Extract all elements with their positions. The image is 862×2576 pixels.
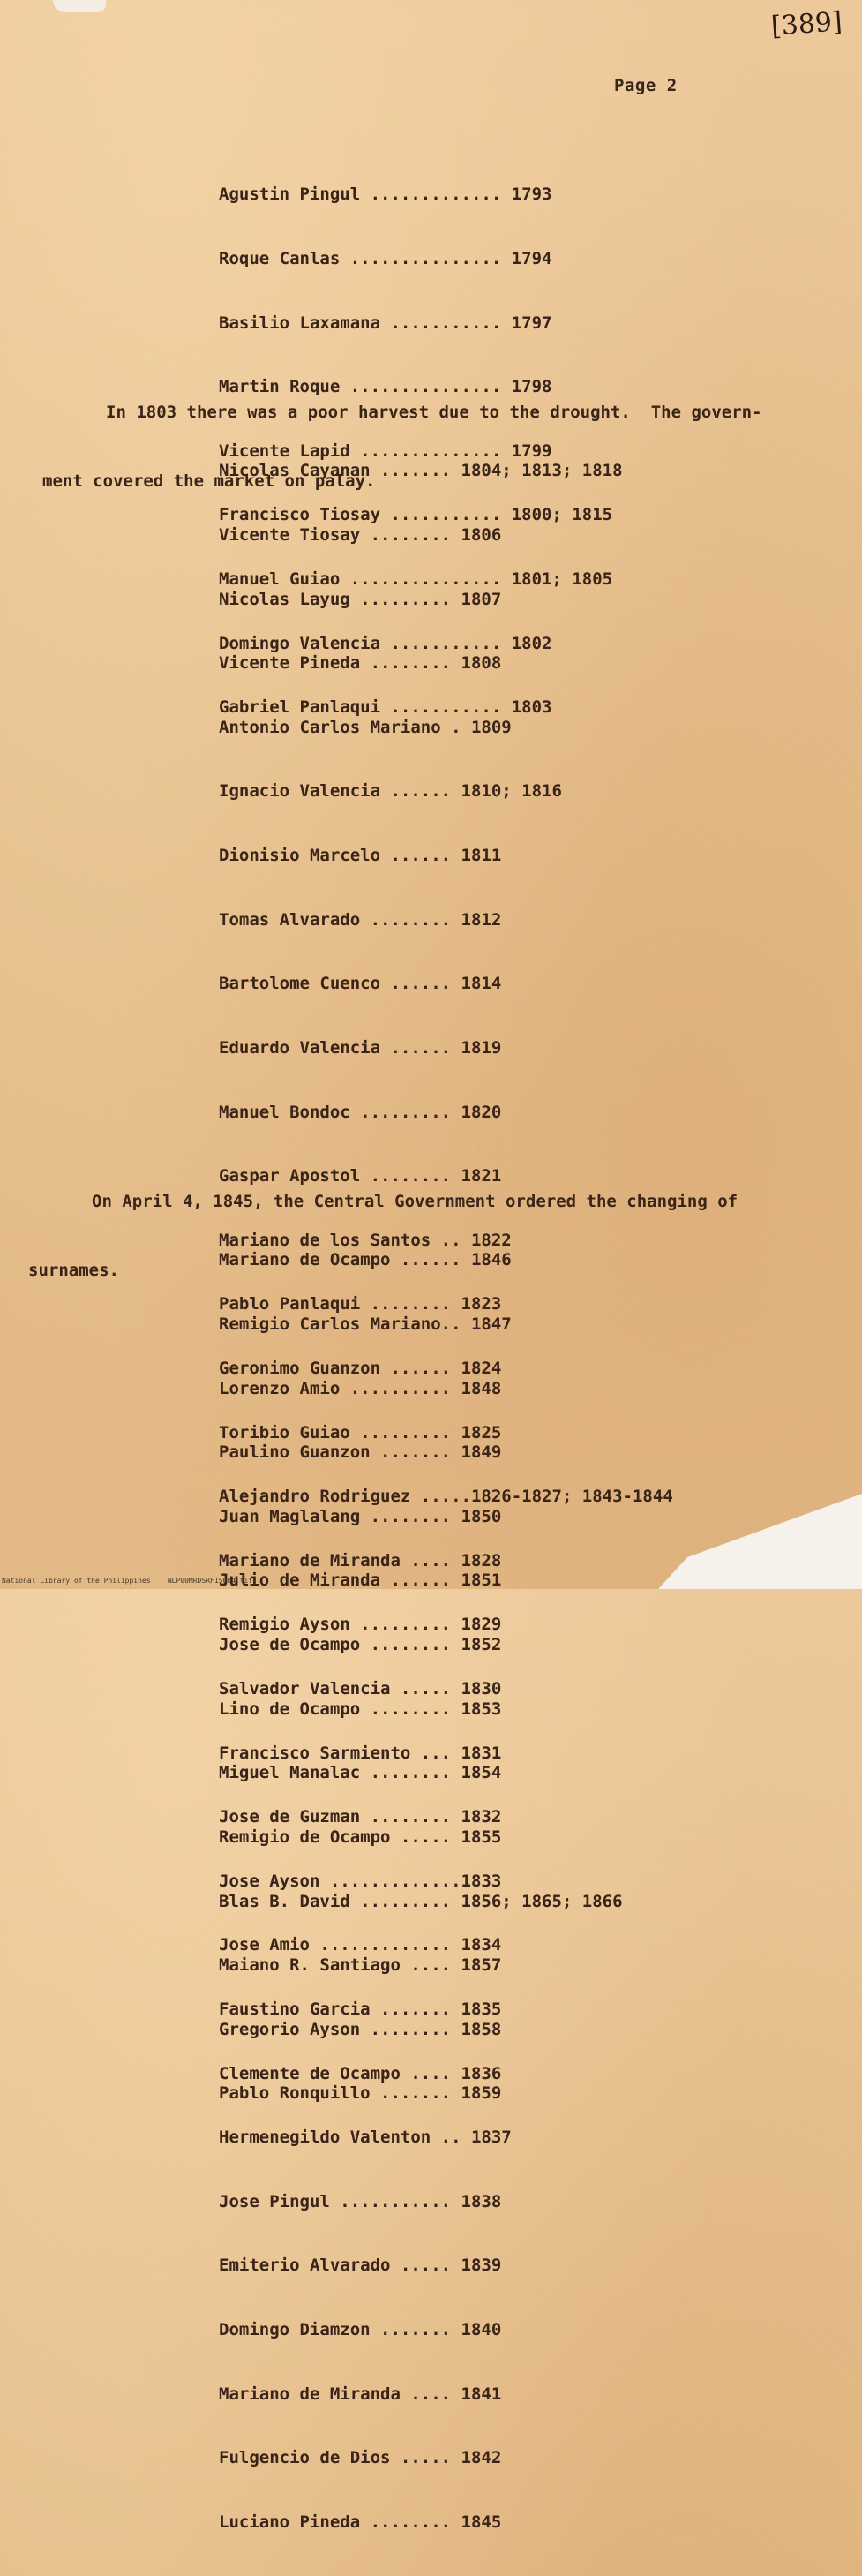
list-item: Nicolas Cayanan ....... 1804; 1813; 1818 <box>219 461 623 481</box>
list-item: Ignacio Valencia ...... 1810; 1816 <box>219 781 562 802</box>
list-item: Alejandro Rodriguez .....1826-1827; 1843-1844 <box>219 1487 673 1507</box>
list-item: Maiano R. Santiago .... 1857 <box>219 1955 502 1976</box>
list-item: Manuel Bondoc ......... 1820 <box>219 1102 502 1122</box>
list-item: Francisco Tiosay ........... 1800; 1815 <box>219 505 613 525</box>
page-number: Page 2 <box>614 76 678 95</box>
list-item: Mariano de Miranda .... 1841 <box>219 2384 502 2404</box>
list-item: Lino de Ocampo ........ 1853 <box>219 1699 502 1719</box>
list-item: Salvador Valencia ..... 1830 <box>219 1678 502 1699</box>
list-item: Mariano de Ocampo ...... 1846 <box>219 1250 512 1270</box>
list-item: Gregorio Ayson ........ 1858 <box>219 2019 502 2039</box>
list-item: Mariano de los Santos .. 1822 <box>219 1230 512 1250</box>
handwritten-page-mark: [389] <box>770 6 844 42</box>
paragraph-line: In 1803 there was a poor harvest due to the drought. The govern- <box>106 403 762 422</box>
paragraph-line: ment covered the market on palay. <box>42 471 376 491</box>
list-item: Fulgencio de Dios ..... 1842 <box>219 2448 502 2468</box>
list-item: Manuel Guiao ............... 1801; 1805 <box>219 569 613 590</box>
list-item: Pablo Panlaqui ........ 1823 <box>219 1294 502 1314</box>
list-item: Vicente Lapid .............. 1799 <box>219 441 552 461</box>
list-item: Remigio de Ocampo ..... 1855 <box>219 1827 502 1847</box>
paper-tear-top <box>53 0 106 12</box>
list-item: Lorenzo Amio .......... 1848 <box>219 1378 502 1398</box>
list-item: Eduardo Valencia ...... 1819 <box>219 1037 502 1058</box>
list-item: Francisco Sarmiento ... 1831 <box>219 1743 502 1763</box>
list-item: Bartolome Cuenco ...... 1814 <box>219 974 502 994</box>
paragraph-line: On April 4, 1845, the Central Government ordered the changing of <box>92 1192 738 1211</box>
archive-footer: National Library of the Philippines NLP00MRDSRF15004.tif <box>2 1577 253 1585</box>
list-item: Agustin Pingul ............. 1793 <box>219 185 552 205</box>
list-item: Jose Ayson .............1833 <box>219 1871 502 1891</box>
list-item: Vicente Pineda ........ 1808 <box>219 653 502 674</box>
list-item: Clemente de Ocampo .... 1836 <box>219 2063 502 2083</box>
list-item: Remigio Ayson ......... 1829 <box>219 1615 502 1635</box>
list-item: Gaspar Apostol ........ 1821 <box>219 1166 502 1186</box>
list-item: Basilio Laxamana ........... 1797 <box>219 313 552 333</box>
list-item: Vicente Tiosay ........ 1806 <box>219 525 502 546</box>
list-item: Roque Canlas ............... 1794 <box>219 249 552 269</box>
list-item: Antonio Carlos Mariano . 1809 <box>219 717 512 737</box>
list-item: Remigio Carlos Mariano.. 1847 <box>219 1314 512 1335</box>
list-item: Nicolas Layug ......... 1807 <box>219 589 502 609</box>
list-item: Juan Maglalang ........ 1850 <box>219 1506 502 1526</box>
list-item: Tomas Alvarado ........ 1812 <box>219 909 502 930</box>
list-item: Miguel Manalac ........ 1854 <box>219 1763 502 1783</box>
list-item: Luciano Pineda ........ 1845 <box>219 2512 502 2532</box>
list-item: Hermenegildo Valenton .. 1837 <box>219 2128 512 2148</box>
list-item: Toribio Guiao ......... 1825 <box>219 1422 502 1442</box>
list-item: Julio de Miranda ...... 1851 <box>219 1570 502 1591</box>
list-item: Martin Roque ............... 1798 <box>219 377 552 397</box>
list-item: Dionisio Marcelo ...... 1811 <box>219 846 502 866</box>
list-item: Paulino Guanzon ....... 1849 <box>219 1442 502 1463</box>
list-item: Jose de Ocampo ........ 1852 <box>219 1635 502 1655</box>
list-item: Jose Amio ............. 1834 <box>219 1935 502 1955</box>
paragraph-line: surnames. <box>28 1261 119 1280</box>
list-item: Mariano de Miranda .... 1828 <box>219 1550 502 1570</box>
list-item: Domingo Valencia ........... 1802 <box>219 633 552 653</box>
list-item: Blas B. David ......... 1856; 1865; 1866 <box>219 1891 623 1911</box>
list-item: Gabriel Panlaqui ........... 1803 <box>219 697 552 718</box>
list-item: Jose Pingul ........... 1838 <box>219 2191 502 2211</box>
list-item: Geronimo Guanzon ...... 1824 <box>219 1358 502 1378</box>
list-item: Pablo Ronquillo ....... 1859 <box>219 2083 502 2104</box>
list-item: Emiterio Alvarado ..... 1839 <box>219 2256 502 2276</box>
list-item: Domingo Diamzon ....... 1840 <box>219 2320 502 2340</box>
name-year-list-3 <box>219 1207 623 2147</box>
list-item: Jose de Guzman ........ 1832 <box>219 1807 502 1827</box>
list-item: Faustino Garcia ....... 1835 <box>219 2000 502 2020</box>
